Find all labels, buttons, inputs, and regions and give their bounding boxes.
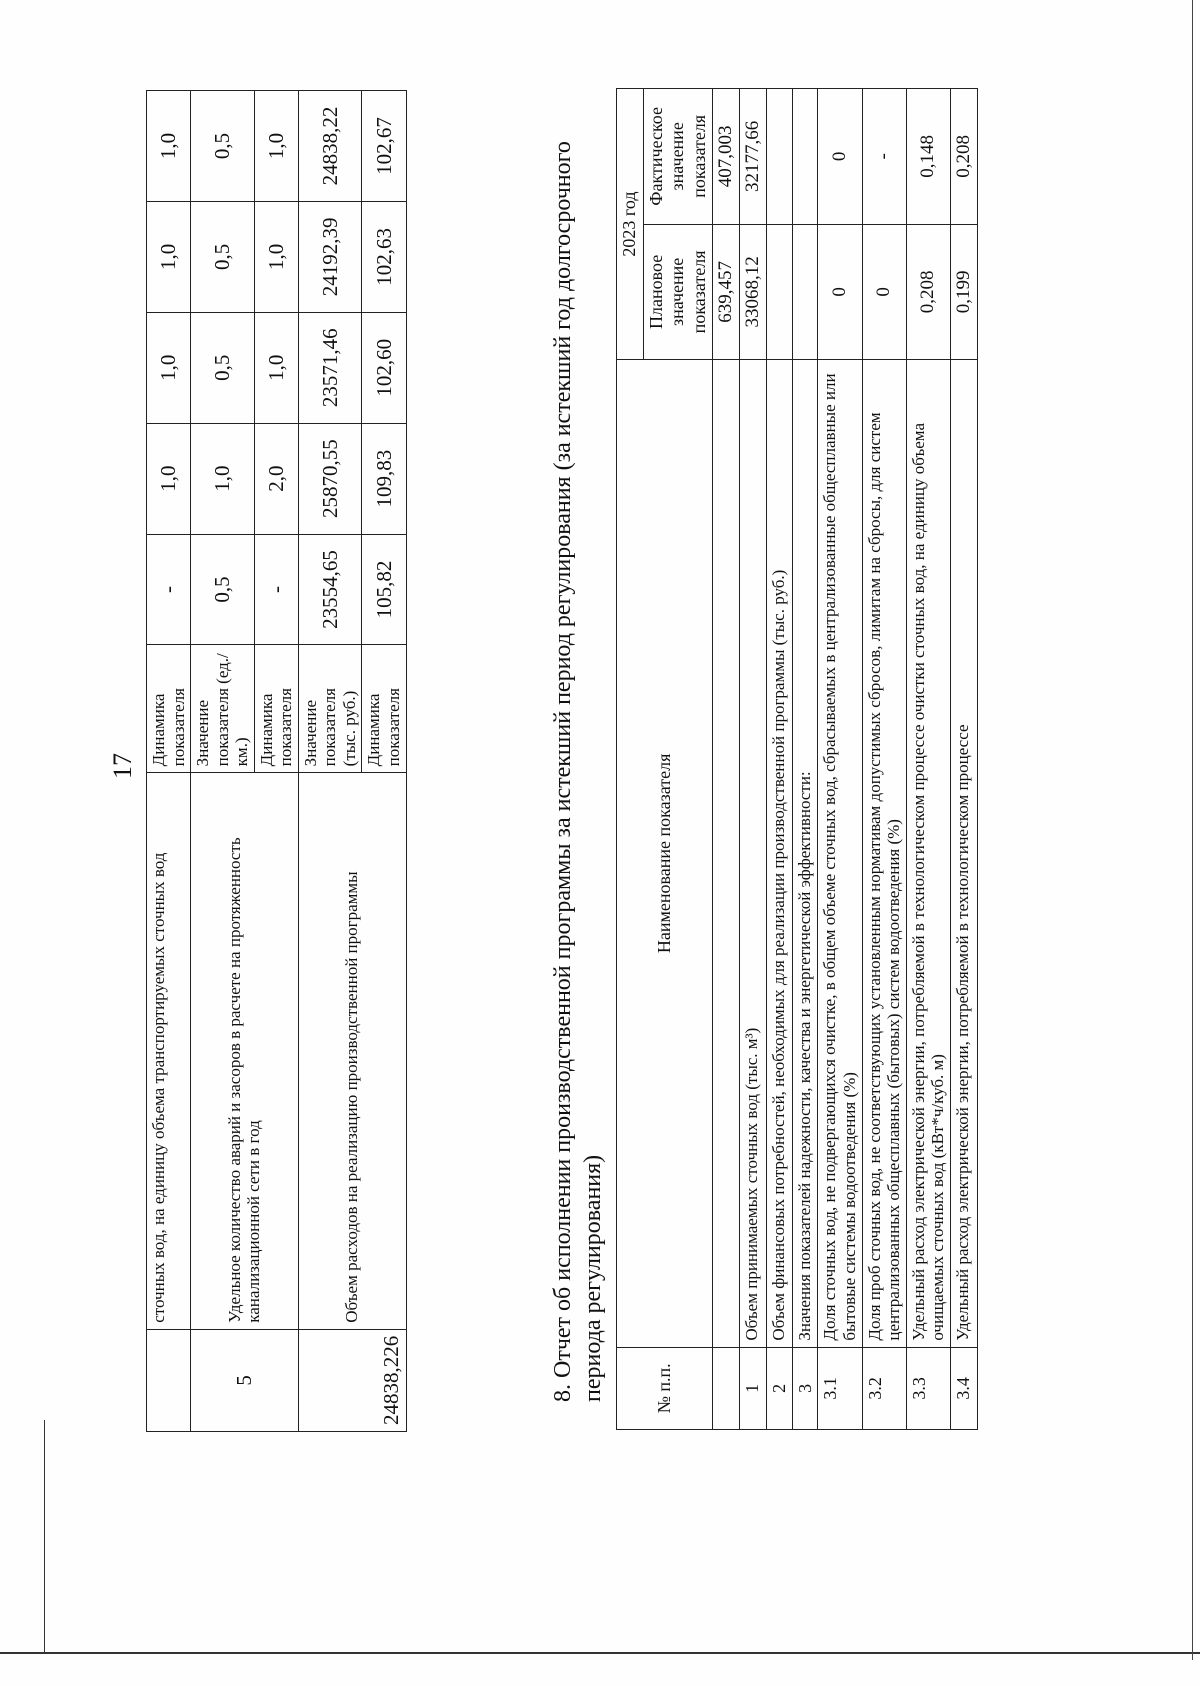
value-cell: 23554,65	[298, 534, 362, 645]
plan-value	[767, 224, 793, 359]
indicator-name: Доля проб сточных вод, не соответствующих установленным нормативам допустимых сбросов, лимитам на сбросы, для систем централизованных общесплавных (бытовых) систем водоотведения (%)	[862, 360, 906, 1348]
col-header-name: Наименование показателя	[617, 360, 713, 1348]
value-cell: 24838,22	[298, 91, 362, 202]
table-row	[298, 91, 362, 1432]
metric-name: Значение показателя (тыс. руб.)	[298, 645, 362, 773]
plan-value: 0,199	[950, 224, 977, 359]
plan-value: 639,457	[713, 224, 740, 359]
table-row	[713, 89, 740, 1430]
value-cell: 1,0	[191, 423, 255, 534]
value-cell: 0,5	[191, 91, 255, 202]
value-cell: 1,0	[254, 91, 298, 202]
page-number: 17	[108, 753, 137, 779]
value-cell: 1,0	[147, 91, 191, 202]
value-cell: 2,0	[254, 423, 298, 534]
indicator-name: Удельный расход электрической энергии, потребляемой в технологическом процессе очистки сточных вод, на единицу объема очищаемых сточных вод (кВт*ч/куб. м)	[906, 360, 950, 1348]
metric-name: Динамика показателя	[362, 645, 406, 773]
plan-value	[792, 224, 818, 359]
value-cell: 23571,46	[298, 312, 362, 423]
table-row	[147, 91, 191, 1432]
fact-value: 407,003	[713, 89, 740, 225]
plan-value: 0	[818, 224, 862, 359]
indicator-name: Удельное количество аварий и засоров в расчете на протяженность канализационной сети в год	[191, 773, 299, 1329]
row-number: 24838,226	[298, 1329, 406, 1431]
value-cell: 102,63	[362, 201, 406, 312]
row-number	[713, 1347, 740, 1429]
row-number: 3.2	[862, 1347, 906, 1429]
indicator-name: Объем финансовых потребностей, необходимых для реализации производственной программы (тыс. руб.)	[767, 360, 793, 1348]
table-row	[906, 89, 950, 1430]
col-header-number: № п.п.	[617, 1347, 713, 1429]
value-cell: 0,5	[191, 201, 255, 312]
fact-value: 0,208	[950, 89, 977, 225]
row-number: 3	[792, 1347, 818, 1429]
value-cell: 1,0	[254, 201, 298, 312]
value-cell: 102,67	[362, 91, 406, 202]
value-cell: 1,0	[147, 312, 191, 423]
col-header-year: 2023 год	[617, 89, 644, 360]
metric-name: Динамика показателя	[147, 645, 191, 773]
row-number: 3.4	[950, 1347, 977, 1429]
value-cell: 1,0	[147, 423, 191, 534]
value-cell: 1,0	[254, 312, 298, 423]
value-cell: -	[147, 534, 191, 645]
indicator-name: Удельный расход электрической энергии, потребляемой в технологическом процессе	[950, 360, 977, 1348]
value-cell: 24192,39	[298, 201, 362, 312]
plan-value: 0	[862, 224, 906, 359]
plan-value: 33068,12	[740, 224, 767, 359]
value-cell: 25870,55	[298, 423, 362, 534]
indicator-name: Объем расходов на реализацию производственной программы	[298, 773, 406, 1329]
col-header-fact: Фактическое значение показателя	[643, 89, 713, 225]
fact-value: 0	[818, 89, 862, 225]
indicator-name: сточных вод, на единицу объема транспортируемых сточных вод	[147, 773, 191, 1329]
value-cell: 0,5	[191, 312, 255, 423]
table-row	[191, 91, 255, 1432]
indicator-name: Значения показателей надежности, качества и энергетической эффективности:	[792, 360, 818, 1348]
table-row	[792, 89, 818, 1430]
indicator-name	[713, 360, 740, 1348]
value-cell: 0,5	[191, 534, 255, 645]
row-number	[147, 1329, 191, 1431]
plan-value: 0,208	[906, 224, 950, 359]
table-row	[950, 89, 977, 1430]
table-row	[818, 89, 862, 1430]
row-number: 3.3	[906, 1347, 950, 1429]
row-number: 3.1	[818, 1347, 862, 1429]
metric-name: Динамика показателя	[254, 645, 298, 773]
fact-value	[792, 89, 818, 225]
value-cell: 109,83	[362, 423, 406, 534]
row-number: 1	[740, 1347, 767, 1429]
table-row	[740, 89, 767, 1430]
fact-value: -	[862, 89, 906, 225]
table-header-row	[617, 89, 644, 1430]
metric-name: Значение показателя (ед./км.)	[191, 645, 255, 773]
row-number: 2	[767, 1347, 793, 1429]
indicators-table-continuation	[146, 90, 407, 1432]
col-header-plan: Плановое значение показателя	[643, 224, 713, 359]
table-row	[767, 89, 793, 1430]
fact-value	[767, 89, 793, 225]
fact-value: 32177,66	[740, 89, 767, 225]
section-heading: 8. Отчет об исполнении производственной программы за истекший период регулирования (за истекший год долгосрочного периода регулирования)	[550, 141, 606, 1402]
value-cell: 102,60	[362, 312, 406, 423]
row-number: 5	[191, 1329, 299, 1431]
table-row	[862, 89, 906, 1430]
value-cell: 105,82	[362, 534, 406, 645]
indicator-name: Объем принимаемых сточных вод (тыс. м³)	[740, 360, 767, 1348]
value-cell: -	[254, 534, 298, 645]
report-table	[616, 88, 978, 1430]
indicator-name: Доля сточных вод, не подвергающихся очистке, в общем объеме сточных вод, сбрасываемых в централизованные общесплавные или бытовые системы водоотведения (%)	[818, 360, 862, 1348]
fact-value: 0,148	[906, 89, 950, 225]
value-cell: 1,0	[147, 201, 191, 312]
